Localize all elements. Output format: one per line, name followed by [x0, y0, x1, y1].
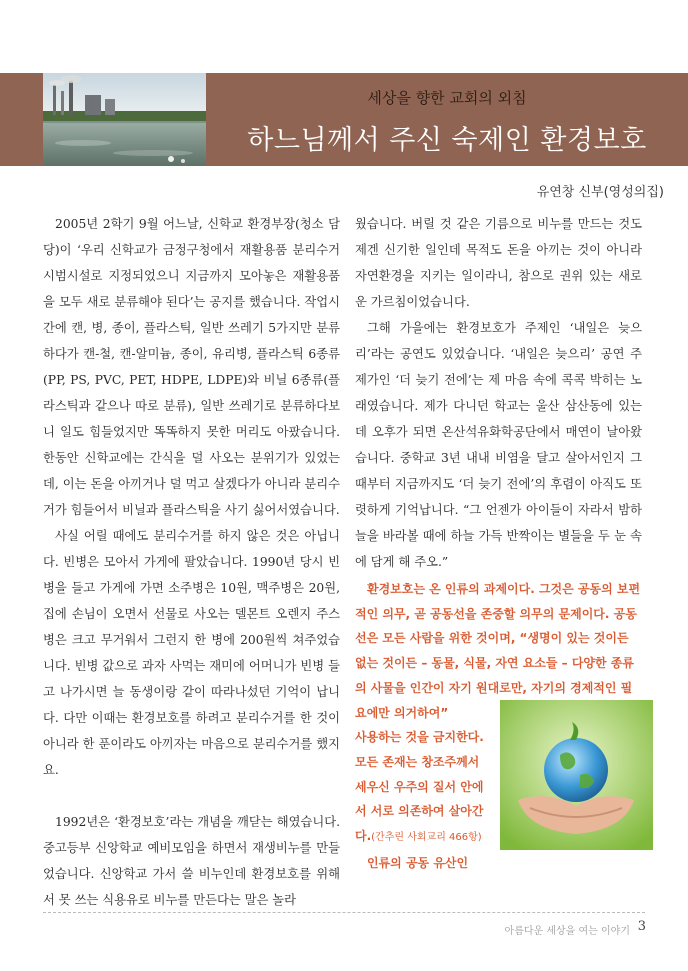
footer-divider	[43, 912, 645, 913]
page-number: 3	[637, 919, 646, 934]
paragraph: 웠습니다. 버릴 것 같은 기름으로 비누를 만드는 것도 제겐 신기한 일인데 목적도 돈을 아끼는 것이 아니라 자연환경을 지키는 일이라니, 참으로 권위 있는 새로운 가르침이었습니다.	[355, 217, 642, 309]
paragraph: 2005년 2학기 9월 어느날, 신학교 환경부장(청소 담당)이 ‘우리 신학교가 금정구청에서 재활용품 분리수거 시범시설로 지정되었으니 지금까지 모아놓은 재활용품을 모두 새로 분류해야 된다’는 공지를 했습니다. 작업시간에 캔, 병, 종이, 플라스틱, 일반 쓰레기 5가지만 분류하다가 캔-철, 캔-알미늄, 종이, 유리병, 플라스틱 6종류(PP, PS, PVC, PET, HDPE, LDPE)와 비닐 6종류(플라스틱과 같으나 따로 분류), 일반 쓰레기로 분류하다보니 일도 힘들었지만 똑똑하지 못한 머리도 아팠습니다. 한동안 신학교에는 간식을 덜 사오는 분위기가 있었는데, 이는 돈을 아끼거나 덜 먹고 살겠다가 아니라 분리수거가 힘들어서 비닐과 플라스틱을 사기 싫어서였습니다.	[43, 217, 340, 517]
banner-subtitle: 세상을 향한 교회의 외침	[367, 89, 527, 107]
footer-title: 아름다운 세상을 여는 이야기	[504, 926, 630, 937]
factory-lake-photo	[43, 73, 206, 166]
author-byline: 유연창 신부(영성의집)	[536, 185, 664, 200]
paragraph: 사실 어릴 때에도 분리수거를 하지 않은 것은 아닙니다. 빈병은 모아서 가게에 팔았습니다. 1990년 당시 빈병을 들고 가게에 가면 소주병은 10원, 맥주병은 20원, 집에 손님이 오면서 선물로 사오는 델몬트 오렌지 주스 병은 크고 무거워서 그런지 한 병에 200원씩 쳐주었습니다. 빈병 값으로 과자 사먹는 재미에 어머니가 빈병 들고 나가시면 늘 동생이랑 같이 따라나섰던 기억이 납니다. 다만 이때는 환경보호를 하려고 분리수거를 한 것이 아니라 한 푼이라도 아끼자는 마음으로 분리수거를 했지요.	[43, 529, 340, 777]
page-title: 하느님께서 주신 숙제인 환경보호	[247, 125, 647, 156]
quote-text-continued: 사용하는 것을 금지한다. 모든 존재는 창조주께서 세우신 우주의 질서 안에서 서로 의존하여 살아간다.	[355, 730, 484, 844]
earth-in-hands-illustration	[500, 700, 653, 850]
left-column	[43, 211, 340, 913]
quote-trail: 인류의 공동 유산인	[367, 855, 469, 870]
right-column	[355, 211, 642, 575]
header-banner	[0, 73, 688, 166]
quote-text: 환경보호는 온 인류의 과제이다. 그것은 공동의 보편적인 의무, 곧 공동선을 존중할 의무의 문제이다. 공동선은 모든 사람을 위한 것이며, “생명이 있는 것이든 없는 것이든 – 동물, 식물, 자연 요소들 – 다양한 종류의 사물을 인간이 자기 원대로만, 자기의 경제적인 필요에만 의거하여”	[355, 582, 641, 720]
quote-reference: (간추린 사회교리 466항)	[371, 832, 482, 844]
paragraph: 1992년은 ‘환경보호’라는 개념을 깨닫는 해였습니다. 중고등부 신앙학교 예비모임을 하면서 재생비누를 만들었습니다. 신앙학교 가서 쓸 비누인데 환경보호를 위해서 못 쓰는 식용유로 비누를 만든다는 말은 놀라	[43, 815, 340, 907]
paragraph: 그해 가을에는 환경보호가 주제인 ‘내일은 늦으리’라는 공연도 있었습니다. ‘내일은 늦으리’ 공연 주제가인 ‘더 늦기 전에’는 제 마음 속에 콕콕 박히는 노래였습니다. 제가 다니던 학교는 울산 삼산동에 있는데 오후가 되면 온산석유화학공단에서 매연이 날아왔습니다. 중학교 3년 내내 비염을 달고 살아서인지 그때부터 지금까지도 ‘더 늦기 전에’의 후렴이 아직도 또렷하게 기억납니다. “그 언젠가 아이들이 자라서 밤하늘을 바라볼 때에 하늘 가득 반짝이는 별들을 두 눈 속에 담게 해 주오.”	[355, 321, 642, 569]
